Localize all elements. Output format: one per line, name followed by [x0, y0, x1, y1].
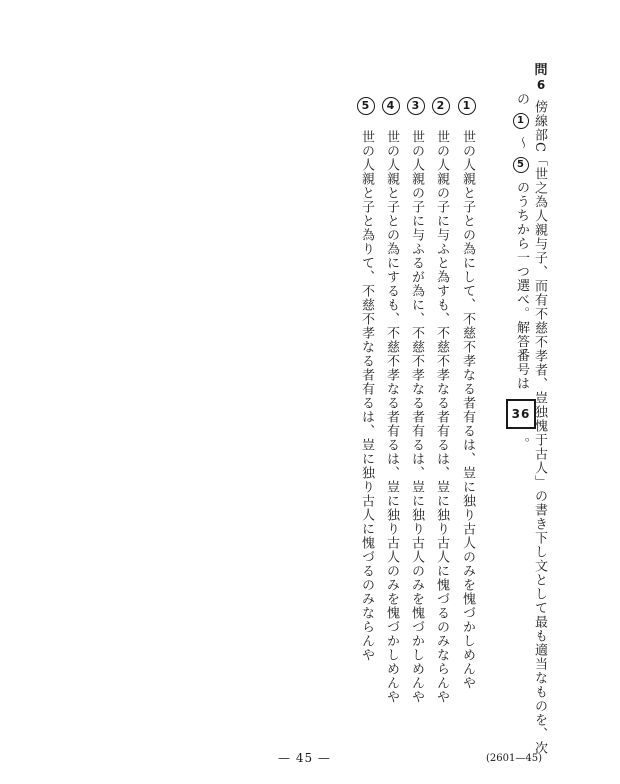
range-separator: 〜 — [514, 136, 529, 151]
question-label — [528, 64, 554, 92]
choice-number-marker: 5 — [357, 97, 375, 115]
answer-number-box: 36 — [506, 399, 536, 429]
exam-code: (2601—45) — [486, 753, 542, 764]
choice-text: 世の人親の子に与ふるが為に、不慈不孝なる者有るは、豈に独り古人のみを愧づかしめんや — [409, 130, 424, 705]
choice-number-marker: 3 — [407, 97, 425, 115]
question-stem-line2 — [506, 92, 536, 451]
question-number: 6 — [536, 78, 546, 92]
range-end-marker: 5 — [513, 157, 529, 173]
question-stem-text: 傍線部C「世之為人親与子、而有不慈不孝者、豈独愧于古人」の書き下し文として最も適当なものを、次 — [532, 100, 547, 755]
range-start-marker: 1 — [513, 113, 529, 129]
question-stem-mid: のうちから一つ選べ。解答番号は — [514, 180, 529, 391]
choice-text: 世の人親と子との為にするも、不慈不孝なる者有るは、豈に独り古人のみを愧づかしめんや — [384, 130, 399, 705]
choice-3 — [407, 97, 426, 704]
choice-2 — [432, 97, 451, 704]
choice-number-marker: 1 — [458, 97, 476, 115]
choice-5 — [357, 97, 376, 662]
choice-number-marker: 2 — [432, 97, 450, 115]
page-number: — 45 — — [278, 751, 331, 765]
choice-number-marker: 4 — [382, 97, 400, 115]
choice-text: 世の人親と子との為にして、不慈不孝なる者有るは、豈に独り古人のみを愧づかしめんや — [460, 130, 475, 691]
choice-1 — [458, 97, 477, 690]
choice-text: 世の人親と子と為りて、不慈不孝なる者有るは、豈に独り古人に愧づるのみならんや — [359, 130, 374, 663]
question-label-kanji: 問 — [534, 63, 548, 78]
choice-text: 世の人親の子に与ふと為すも、不慈不孝なる者有るは、豈に独り古人に愧づるのみならんや — [434, 130, 449, 705]
question-stem-pre: の — [514, 92, 529, 106]
question-stem-post: 。 — [514, 436, 529, 451]
choice-4 — [382, 97, 401, 704]
